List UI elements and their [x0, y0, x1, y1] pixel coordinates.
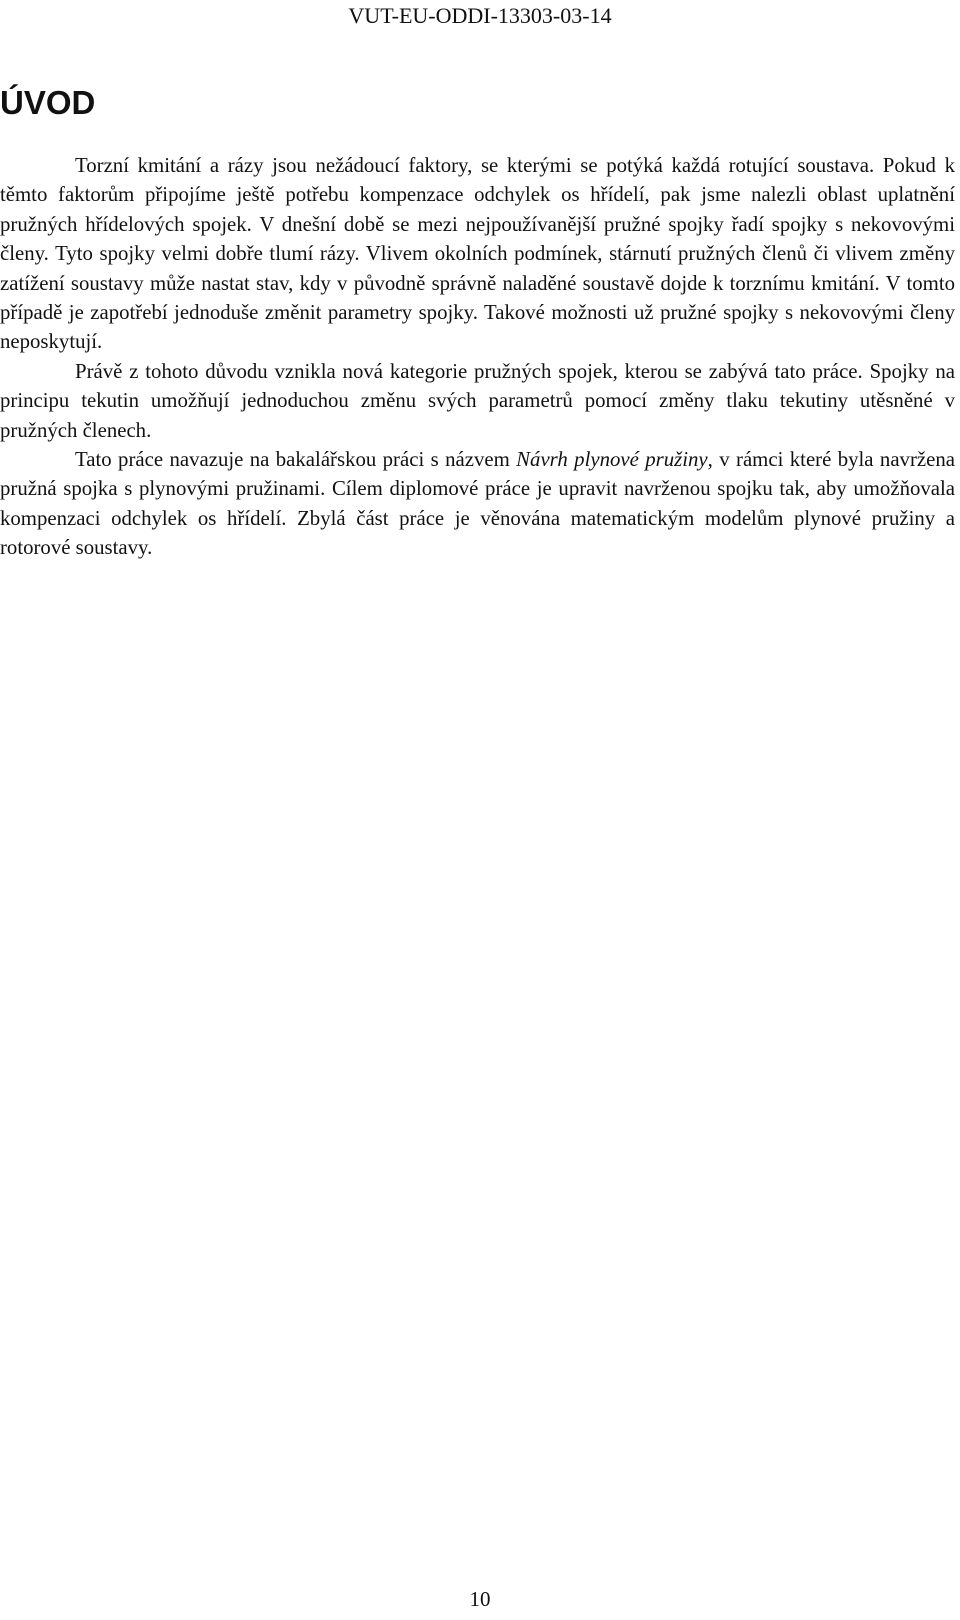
chapter-title: ÚVOD [0, 84, 96, 121]
body-text [0, 151, 955, 563]
page-number: 10 [469, 1587, 491, 1611]
paragraph-goals-start: Tato práce navazuje na bakalářskou práci s názvem [75, 448, 517, 472]
paragraph-motivation: Právě z tohoto důvodu vznikla nová kategorie pružných spojek, kterou se zabývá tato práce. Spojky na principu tekutin umožňují jednoduchou změnu svých parametrů pomocí změny tlaku tekutiny utěsněné v pružných členech. [0, 359, 955, 442]
paragraph-goals-end: , v rámci které byla navržena pružná spojka s plynovými pružinami. Cílem diplomové práce je upravit navrženou spojku tak, aby umožňovala kompenzaci odchylek os hřídelí. Zbylá část práce je věnována matematickým modelům plynové pružiny a rotorové soustavy. [0, 448, 955, 560]
paragraph-intro: Torzní kmitání a rázy jsou nežádoucí faktory, se kterými se potýká každá rotující soustava. Pokud k těmto faktorům připojíme ještě potřebu kompenzace odchylek os hřídelí, pak jsme nalezli oblast uplatnění pružných hřídelových spojek. V dnešní době se mezi nejpoužívanější pružné spojky řadí spojky s nekovovými členy. Tyto spojky velmi dobře tlumí rázy. Vlivem okolních podmínek, stárnutí pružných členů či vlivem změny zatížení soustavy může nastat stav, kdy v původně správně naladěné soustavě dojde k torznímu kmitání. V tomto případě je zapotřebí jednoduše změnit parametry spojky. Takové možnosti už pružné spojky s nekovovými členy neposkytují. [0, 154, 955, 354]
paragraph-goals [0, 445, 955, 563]
thesis-title-reference: Návrh plynové pružiny [516, 448, 708, 472]
page-header: VUT-EU-ODDI-13303-03-14 [348, 3, 612, 28]
